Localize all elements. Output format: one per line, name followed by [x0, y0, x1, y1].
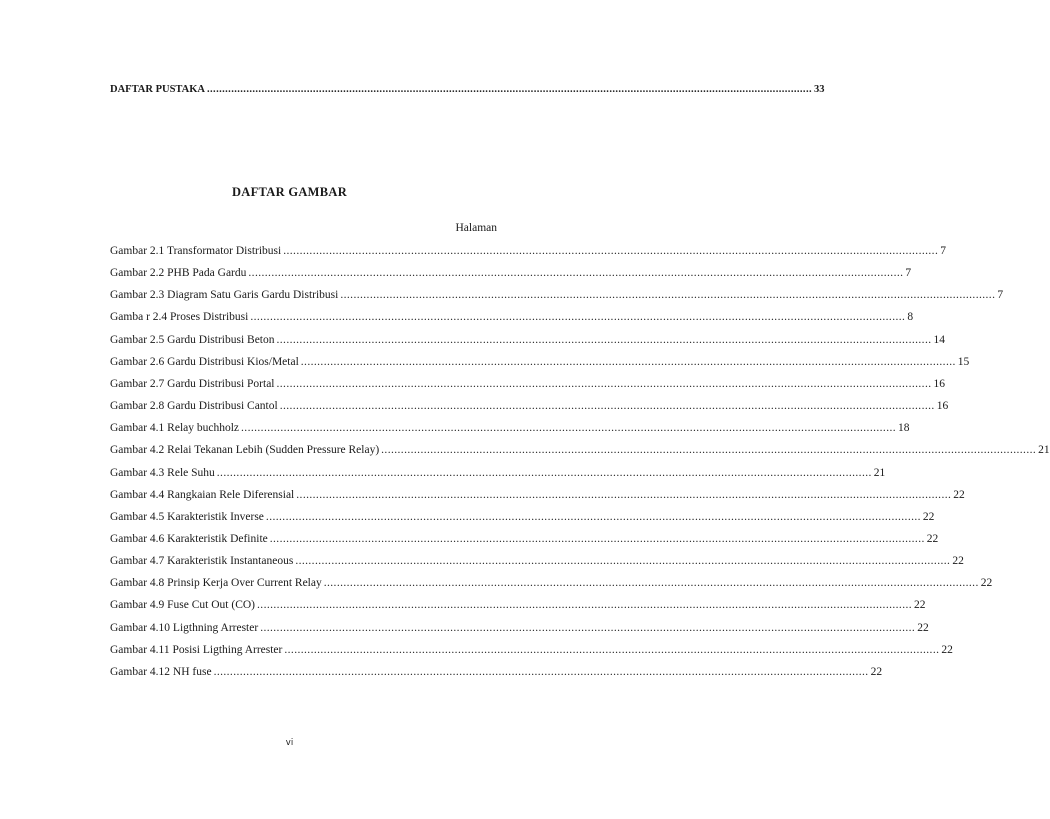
figure-list-item-label: Gambar 2.3 Diagram Satu Garis Gardu Distribusi	[110, 289, 339, 302]
dot-leader: ........................................................................................................................................................................................................	[279, 400, 935, 413]
figure-list-item	[110, 266, 912, 280]
page-number: vi	[285, 738, 294, 748]
dot-leader: ........................................................................................................................................................................................................	[381, 444, 1037, 457]
figure-list-item-page: 22	[941, 643, 953, 656]
dot-leader: ........................................................................................................................................................................................................	[248, 267, 904, 280]
figure-list-item	[110, 310, 914, 324]
figure-list-item-page: 22	[922, 510, 935, 523]
figure-list-item-label: Gambar 4.4 Rangkaian Rele Diferensial	[110, 488, 295, 501]
figure-list-item	[110, 510, 935, 524]
dot-leader: ........................................................................................................................................................................................................	[241, 422, 897, 435]
dot-leader: ........................................................................................................................................................................................................	[265, 510, 921, 523]
figure-list-item	[110, 288, 1004, 302]
figure-list-item	[110, 554, 964, 568]
figure-list-item	[110, 399, 949, 413]
figure-list-item-page: 7	[905, 267, 912, 280]
figure-list-item-label: Gambar 4.9 Fuse Cut Out (CO)	[110, 599, 256, 612]
dot-leader: ........................................................................................................................................................................................................	[250, 311, 906, 324]
dot-leader: ........................................................................................................................................................................................................	[276, 333, 932, 346]
dot-leader: ........................................................................................................................................................................................................	[295, 555, 951, 568]
figure-list-item	[110, 421, 910, 435]
figure-list-item	[110, 576, 993, 590]
dot-leader: ........................................................................................................................................................................................................	[283, 245, 939, 257]
figure-list-item-label: Gambar 2.5 Gardu Distribusi Beton	[110, 333, 275, 346]
figure-list-item-label: Gambar 2.6 Gardu Distribusi Kios/Metal	[110, 355, 299, 368]
figure-list-item	[110, 665, 883, 679]
figure-list-item-page: 22	[917, 621, 929, 634]
figure-list-item	[110, 244, 946, 258]
dot-leader: ........................................................................................................................................................................................................	[323, 577, 979, 590]
figure-list-item-page: 16	[936, 400, 949, 413]
figure-list-item-page: 22	[914, 599, 926, 612]
figure-list-item	[110, 466, 886, 480]
figure-list-item-label: Gambar 4.7 Karakteristik Instantaneous	[110, 555, 294, 568]
figure-list-item-label: Gambar 4.1 Relay buchholz	[110, 422, 240, 435]
figure-list-item-label: Gambar 4.11 Posisi Ligthing Arrester	[110, 643, 283, 656]
figure-list-item-page: 22	[952, 555, 964, 568]
dot-leader: ........................................................................................................................................................................................................	[207, 84, 812, 95]
dot-leader: ........................................................................................................................................................................................................	[216, 466, 872, 479]
dot-leader: ........................................................................................................................................................................................................	[257, 599, 913, 612]
figure-list-item-label: Gambar 4.2 Relai Tekanan Lebih (Sudden Pressure Relay)	[110, 444, 380, 457]
figure-list-item-page: 22	[870, 665, 883, 678]
dot-leader: ........................................................................................................................................................................................................	[296, 488, 952, 501]
figure-list-item-label: Gambar 4.3 Rele Suhu	[110, 466, 215, 479]
section-title: DAFTAR GAMBAR	[231, 185, 348, 199]
figure-list-item	[110, 443, 1050, 457]
figure-list-item-label: Gambar 2.1 Transformator Distribusi	[110, 245, 282, 257]
figure-list-item-label: Gambar 2.7 Gardu Distribusi Portal	[110, 377, 275, 390]
dot-leader: ........................................................................................................................................................................................................	[340, 289, 996, 302]
figure-list-item-page: 18	[898, 422, 910, 435]
figure-list-item-page: 7	[940, 245, 946, 257]
dot-leader: ........................................................................................................................................................................................................	[260, 621, 916, 634]
figure-list-item	[110, 598, 926, 612]
figure-list-item-page: 22	[926, 532, 939, 545]
figure-list-item	[110, 333, 945, 347]
figure-list-item-page: 21	[873, 466, 886, 479]
figure-list-item-page: 22	[980, 577, 993, 590]
dot-leader: ........................................................................................................................................................................................................	[284, 643, 940, 656]
figure-list-item-label: Gambar 4.6 Karakteristik Definite	[110, 532, 268, 545]
figure-list-item-label: Gambar 4.10 Ligthning Arrester	[110, 621, 259, 634]
figure-list-item-page: 16	[933, 377, 945, 390]
toc-entry-daftar-pustaka	[110, 83, 825, 97]
figure-list-item-page: 8	[907, 311, 914, 324]
figure-list-item-label: Gambar 4.12 NH fuse	[110, 665, 212, 678]
figure-list-item-page: 22	[953, 488, 965, 501]
figure-list-item	[110, 643, 953, 657]
figure-list-item-page: 7	[997, 289, 1004, 302]
halaman-label: Halaman	[455, 222, 497, 234]
figure-list-item-page: 15	[957, 355, 970, 368]
toc-entry-page: 33	[814, 84, 825, 95]
figure-list-item-label: Gamba r 2.4 Proses Distribusi	[110, 311, 249, 324]
figure-list-item	[110, 355, 970, 369]
figure-list-item	[110, 377, 945, 391]
figure-list-item-page: 21	[1038, 444, 1050, 457]
figure-list-item-label: Gambar 2.8 Gardu Distribusi Cantol	[110, 400, 278, 413]
dot-leader: ........................................................................................................................................................................................................	[213, 665, 869, 678]
figure-list-item-label: Gambar 4.5 Karakteristik Inverse	[110, 510, 264, 523]
dot-leader: ........................................................................................................................................................................................................	[276, 377, 932, 390]
dot-leader: ........................................................................................................................................................................................................	[269, 532, 925, 545]
figure-list-item-page: 14	[933, 333, 945, 346]
figure-list-item	[110, 621, 929, 635]
figure-list-item	[110, 488, 965, 502]
figure-list-item	[110, 532, 939, 546]
toc-entry-label: DAFTAR PUSTAKA	[110, 84, 205, 95]
figure-list-item-label: Gambar 4.8 Prinsip Kerja Over Current Relay	[110, 577, 322, 590]
figure-list-item-label: Gambar 2.2 PHB Pada Gardu	[110, 267, 247, 280]
dot-leader: ........................................................................................................................................................................................................	[300, 355, 956, 368]
